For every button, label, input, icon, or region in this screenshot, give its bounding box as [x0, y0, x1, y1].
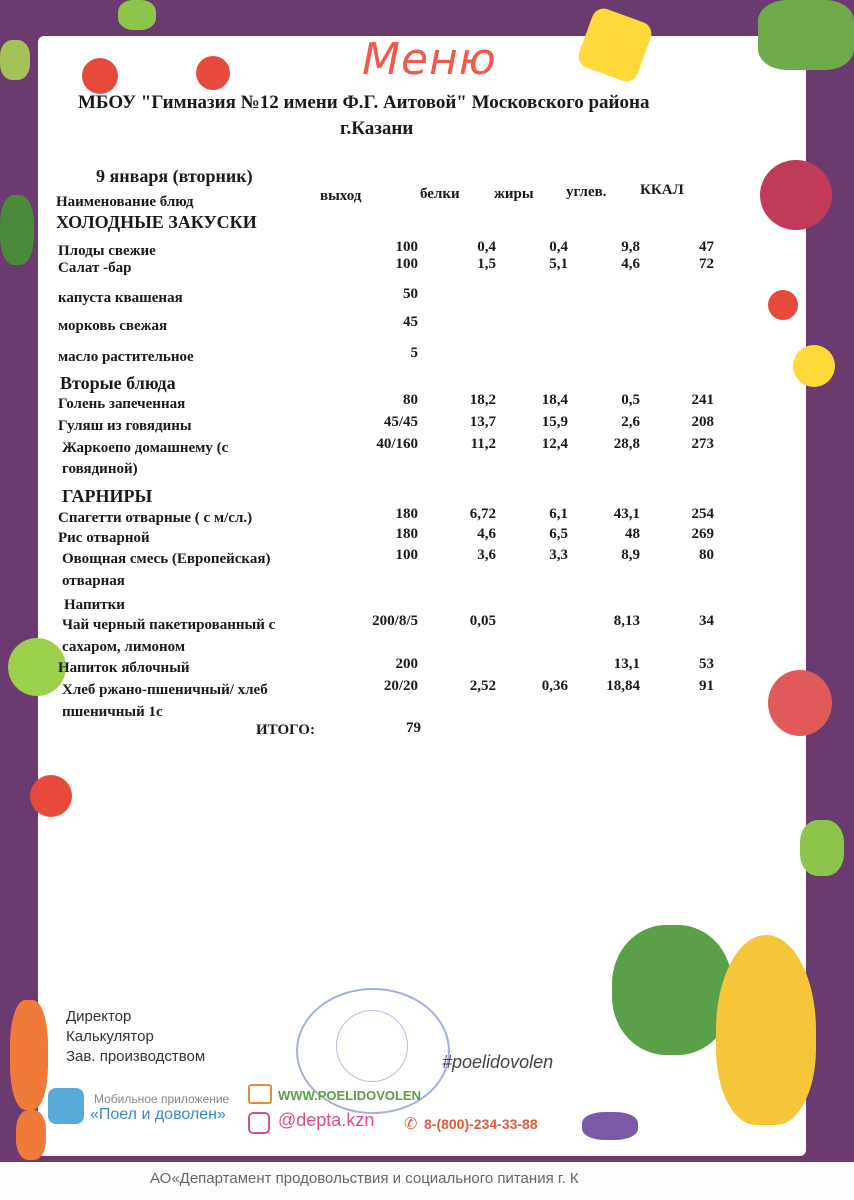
cell-out: 45 — [403, 314, 418, 330]
dish-name: Гуляш из говядины — [58, 418, 192, 434]
cabbage-decoration — [758, 0, 854, 70]
dish-name: Спагетти отварные ( с м/сл.) — [58, 510, 253, 526]
cell-f: 6,5 — [549, 526, 568, 542]
bottom-company-text: АО«Департамент продовольствия и социального питания г. К — [150, 1170, 579, 1187]
cell-out: 100 — [395, 256, 418, 272]
cell-p: 13,7 — [469, 414, 496, 430]
carrot-icon — [10, 1000, 48, 1110]
cell-c: 0,5 — [621, 392, 640, 408]
city: г.Казани — [340, 118, 414, 139]
cell-p: 0,05 — [469, 613, 496, 629]
leaf-decoration — [118, 0, 156, 30]
dish-name: Плоды свежие — [58, 243, 156, 259]
banana-icon — [716, 935, 816, 1125]
smiley-icon — [793, 345, 835, 387]
menu-date: 9 января (вторник) — [96, 166, 253, 186]
menu-title: Меню — [362, 34, 497, 85]
cell-p: 0,4 — [477, 239, 496, 255]
cell-c: 43,1 — [613, 506, 640, 522]
cell-f: 5,1 — [549, 256, 568, 272]
dish-name: Жаркоепо домашнему (с — [62, 440, 229, 456]
section-cold: ХОЛОДНЫЕ ЗАКУСКИ — [56, 212, 257, 232]
dish-name: капуста квашеная — [58, 290, 183, 306]
dish-name-cont: говядиной) — [62, 461, 138, 477]
tomato-icon — [196, 56, 230, 90]
lettuce-decoration — [0, 40, 30, 80]
broccoli-icon — [612, 925, 732, 1055]
stamp-inner-ring — [336, 1010, 408, 1082]
school-name: МБОУ "Гимназия №12 имени Ф.Г. Аитовой" Московского района — [78, 92, 650, 113]
dish-name: морковь свежая — [58, 318, 168, 334]
phone-number[interactable]: 8-(800)-234-33-88 — [424, 1116, 538, 1132]
cell-c: 9,8 — [621, 239, 640, 255]
cell-out: 200/8/5 — [372, 613, 418, 629]
phone-icon: ✆ — [404, 1116, 418, 1133]
app-name: «Поел и доволен» — [90, 1106, 226, 1123]
cell-out: 50 — [403, 286, 418, 302]
cell-c: 2,6 — [621, 414, 640, 430]
cell-k: 208 — [691, 414, 714, 430]
cell-out: 40/160 — [376, 436, 418, 452]
app-icon — [48, 1088, 84, 1124]
dish-name: Напиток яблочный — [58, 660, 190, 676]
cell-out: 20/20 — [383, 678, 418, 694]
cell-p: 11,2 — [470, 436, 496, 452]
cell-out: 180 — [395, 506, 418, 522]
dish-name-cont: пшеничный 1с — [62, 704, 163, 720]
dish-name: Голень запеченная — [58, 396, 186, 412]
cell-out: 5 — [410, 345, 418, 361]
cell-p: 1,5 — [477, 256, 496, 272]
cell-k: 269 — [691, 526, 714, 542]
dish-name: масло растительное — [58, 349, 194, 365]
website[interactable]: WWW.POELIDOVOLEN — [278, 1088, 421, 1103]
candy-icon — [582, 1112, 638, 1140]
cell-out: 180 — [395, 526, 418, 542]
cell-p: 6,72 — [469, 506, 496, 522]
calculator-label: Калькулятор — [66, 1028, 154, 1045]
col-fat: жиры — [494, 186, 534, 202]
cell-f: 0,36 — [541, 678, 568, 694]
cell-c: 13,1 — [613, 656, 640, 672]
cell-out: 45/45 — [383, 414, 418, 430]
cell-out: 80 — [403, 392, 418, 408]
leaf-decoration — [800, 820, 844, 876]
dish-name-cont: отварная — [62, 573, 125, 589]
dish-name-cont: сахаром, лимоном — [62, 639, 186, 655]
cell-out: 100 — [395, 239, 418, 255]
tomato-icon — [768, 290, 798, 320]
cell-p: 3,6 — [477, 547, 496, 563]
dish-name: Овощная смесь (Европейская) — [62, 551, 271, 567]
cell-c: 48 — [625, 526, 640, 542]
cell-p: 2,52 — [469, 678, 496, 694]
cell-k: 53 — [699, 656, 714, 672]
cell-p: 18,2 — [469, 392, 496, 408]
cell-c: 4,6 — [621, 256, 640, 272]
section-second: Вторые блюда — [60, 373, 176, 393]
dish-name: Салат -бар — [58, 260, 132, 276]
cell-p: 4,6 — [477, 526, 496, 542]
cell-c: 28,8 — [613, 436, 640, 452]
app-caption: Мобильное приложение — [94, 1092, 230, 1106]
cell-f: 3,3 — [549, 547, 568, 563]
cell-k: 72 — [699, 256, 714, 272]
total-label: ИТОГО: — [256, 722, 315, 738]
cell-out: 100 — [395, 547, 418, 563]
tomato-icon — [30, 775, 72, 817]
beet-icon — [760, 160, 832, 230]
www-icon — [248, 1084, 272, 1104]
section-garnish: ГАРНИРЫ — [62, 486, 153, 506]
col-output: выход — [320, 188, 362, 204]
cell-k: 241 — [691, 392, 714, 408]
production-label: Зав. производством — [66, 1048, 206, 1065]
col-kcal: ККАЛ — [640, 182, 684, 198]
cell-k: 254 — [691, 506, 714, 522]
cell-f: 6,1 — [549, 506, 568, 522]
director-label: Директор — [66, 1008, 132, 1025]
instagram-icon — [248, 1112, 270, 1134]
col-carbs: углев. — [566, 184, 607, 200]
carrot-icon — [16, 1110, 46, 1160]
cell-c: 8,9 — [621, 547, 640, 563]
cell-k: 91 — [699, 678, 714, 694]
cell-k: 34 — [699, 613, 714, 629]
steak-icon — [768, 670, 832, 736]
cell-c: 8,13 — [613, 613, 640, 629]
tomato-icon — [82, 58, 118, 94]
cucumber-decoration — [0, 195, 34, 265]
cell-f: 18,4 — [541, 392, 568, 408]
cell-f: 15,9 — [541, 414, 568, 430]
col-name: Наименование блюд — [56, 194, 194, 210]
total-value: 79 — [406, 720, 421, 736]
dish-name: Рис отварной — [58, 530, 150, 546]
cell-f: 12,4 — [541, 436, 568, 452]
cell-k: 80 — [699, 547, 714, 563]
instagram-handle[interactable]: @depta.kzn — [278, 1110, 375, 1130]
cell-c: 18,84 — [606, 678, 640, 694]
cell-out: 200 — [395, 656, 418, 672]
section-drinks: Напитки — [64, 597, 125, 613]
cell-k: 273 — [691, 436, 714, 452]
cell-f: 0,4 — [549, 239, 568, 255]
dish-name: Хлеб ржано-пшеничный/ хлеб — [62, 682, 268, 698]
dish-name: Чай черный пакетированный с — [62, 617, 276, 633]
hashtag: #poelidovolen — [442, 1052, 554, 1072]
col-protein: белки — [420, 186, 460, 202]
cell-k: 47 — [699, 239, 714, 255]
